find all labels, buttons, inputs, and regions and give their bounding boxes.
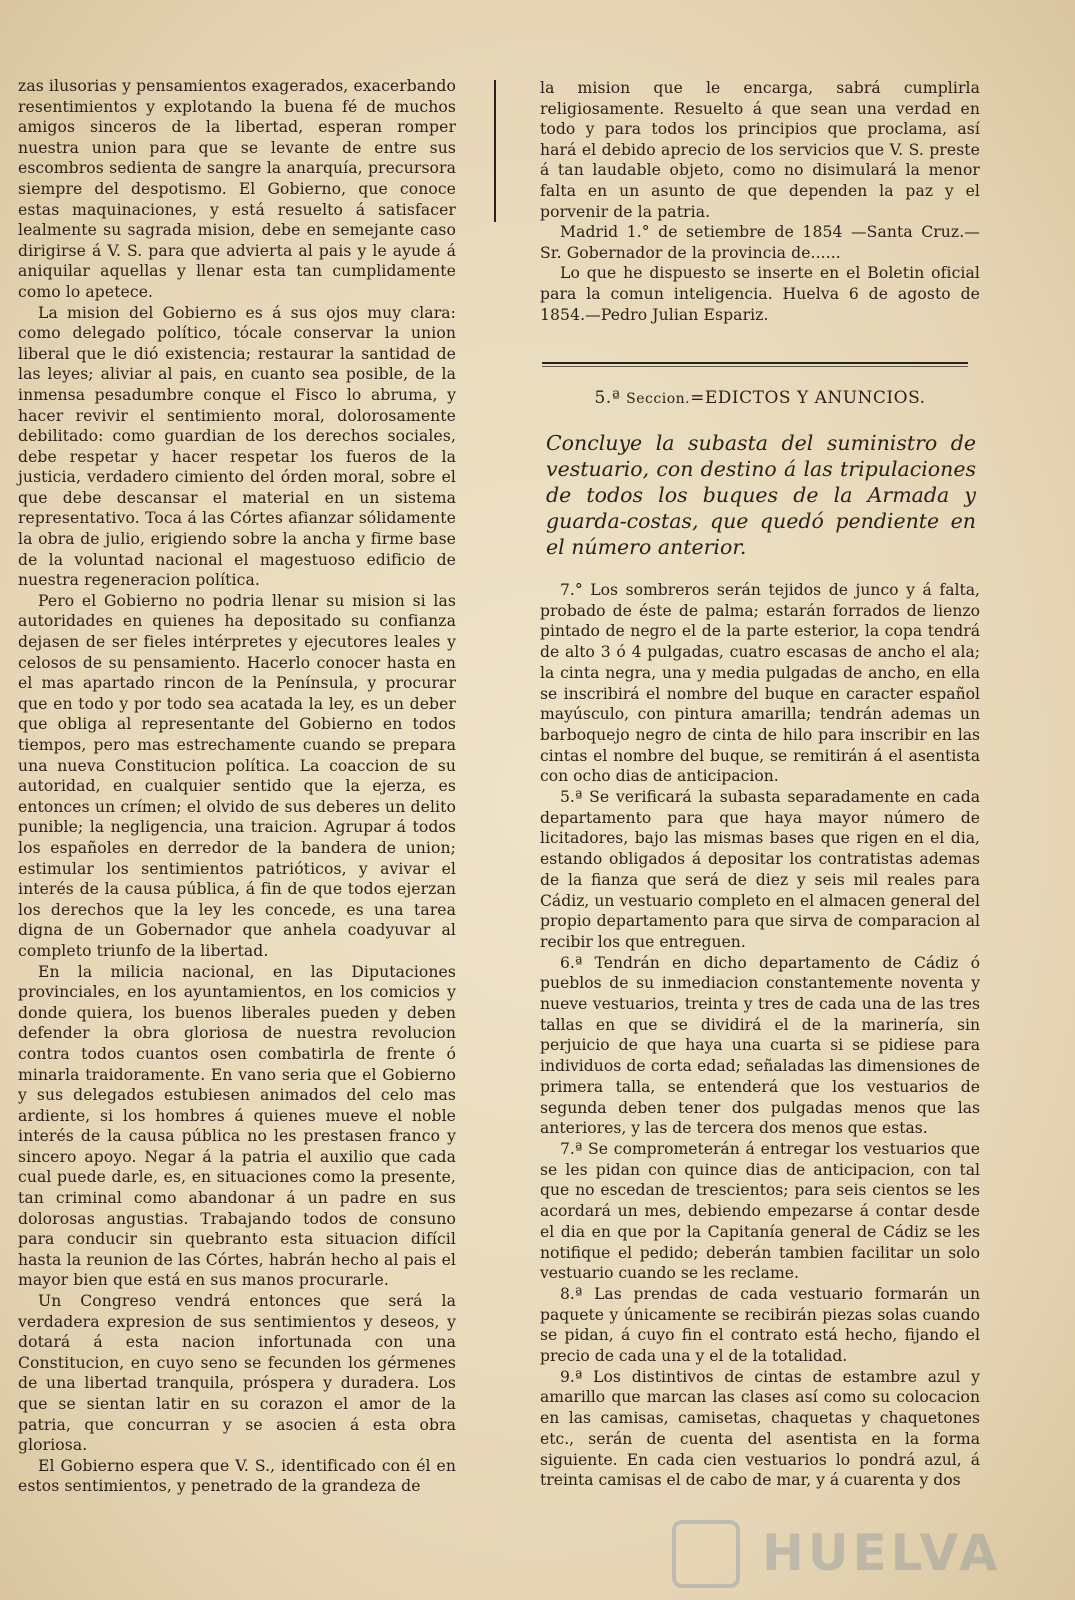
right-paragraph-1: la mision que le encarga, sabrá cumplirla religiosamente. Resuelto á que sean una verdad en todo y para todos los principios que proclama, así hará el debido aprecio de los servicios que V. S. preste á tan laudable objeto, como no disimulará la menor falta en un asunto de que dependen la paz y el porvenir de la patria.	[540, 79, 980, 221]
article-item: 7.° Los sombreros serán tejidos de junco y á falta, probado de éste de palma; estarán forrados de lienzo pintado de negro el de la parte esterior, la copa tendrá de alto 3 ó 4 pulgadas, cuatro escasas de ancho el ala; la cinta negra, una y media pulgadas de ancho, en ella se inscribirá el nombre del buque en caracter español mayúsculo, con pintura amarilla; tendrán ademas un barboquejo negro de cinta de hilo para inscribir en las cintas el nombre del buque, se remitirán á el asentista con ocho dias de anticipacion.	[540, 581, 980, 786]
left-paragraph-2: La mision del Gobierno es á sus ojos muy clara: como delegado político, tócale conservar la union liberal que le dió existencia; restaurar la santidad de las leyes; aliviar al pais, en cuanto sea posible, de la inmensa pesadumbre conque el Fisco lo abruma, y hacer revivir el sentimiento moral, dolorosamente debilitado: como guardian de los derechos sociales, debe respetar y hacer respetar los fueros de la justicia, verdadero cimiento del órden moral, sobre el que debe descansar el material en un sistema representativo. Toca á las Córtes afianzar sólidamente la obra de julio, erigiendo sobre la ancha y firme base de la voluntad nacional el magestuoso edificio de nuestra regeneracion política.	[18, 303, 456, 590]
notice-subtitle: Concluye la subasta del suministro de vestuario, con destino á las tripulaciones de todos los buques de la Armada y guarda-costas, que quedó pendiente en el número anterior.	[546, 431, 976, 559]
article-item: 9.ª Los distintivos de cintas de estambre azul y amarillo que marcan las clases así como su colocacion en las camisas, camisetas, chaquetas y chaquetones etc., serán de cuenta del asentista en la forma siguiente. En cada cien vestuarios lo pondrá azul, á treinta camisas el de cabo de mar, y á cuarenta y dos	[540, 1367, 980, 1490]
article-item: 6.ª Tendrán en dicho departamento de Cádiz ó pueblos de su inmediacion constantemente noventa y nueve vestuarios, treinta y tres de cada una de las tres tallas en que se dividirá el de la marinería, sin perjuicio de que haya una cuarta si se pidiese para individuos de corta edad; señaladas las dimensiones de primera talla, se entenderá que los vestuarios de segunda deben tener dos pulgadas menos que las anteriores, y las de tercera dos menos que estas.	[540, 953, 980, 1138]
section-rule-thin	[542, 366, 968, 367]
watermark-text: HUELVA	[762, 1524, 1002, 1582]
right-column-top	[540, 78, 980, 325]
section-number: 5.ª	[594, 388, 621, 408]
column-divider	[494, 80, 496, 222]
left-paragraph-4: En la milicia nacional, en las Diputaciones provinciales, en los ayuntamientos, en los comicios y donde quiera, los buenos liberales pueden y deben defender la obra gloriosa de nuestra revolucion contra todos cuantos osen combatirla de frente ó minarla traidoramente. En vano seria que el Gobierno y sus delegados estubiesen animados del celo mas ardiente, si los hombres á quienes mueve el noble interés de la causa pública no les prestasen franco y sincero apoyo. Negar á la patria el auxilio que cada cual puede darle, es, en situaciones como la presente, tan criminal como abandonar á un padre en sus dolorosas angustias. Trabajando todos de consuno para conducir sin quebranto esta situacion difícil hasta la reunion de las Córtes, habrán hecho al pais el mayor bien que está en sus manos procurarle.	[18, 962, 456, 1290]
right-paragraph-2: Madrid 1.° de setiembre de 1854 —Santa Cruz.— Sr. Gobernador de la provincia de......	[540, 223, 980, 262]
left-paragraph-6: El Gobierno espera que V. S., identificado con él en estos sentimientos, y penetrado de la grandeza de	[18, 1456, 456, 1496]
section-heading	[540, 388, 980, 408]
article-item: 8.ª Las prendas de cada vestuario formarán un paquete y únicamente se recibirán piezas solas cuando se pidan, á cuyo fin el contrato está hecho, fijando el precio de cada una y el de la totalidad.	[540, 1284, 980, 1366]
left-paragraph-3: Pero el Gobierno no podria llenar su mision si las autoridades en quienes ha depositado su confianza dejasen de ser fieles intérpretes y ejecutores leales y celosos de su pensamiento. Hacerlo conocer hasta en el mas apartado rincon de la Península, y procurar que en todo y por todo sea acatada la ley, es un deber que obliga al representante del Gobierno en todos tiempos, pero mas estrechamente cuando se prepara una nueva Constitucion política. La coaccion de su autoridad, en cualquier sentido que la ejerza, es entonces un crímen; el olvido de sus deberes un delito punible; la negligencia, una traicion. Agrupar á todos los españoles en derredor de la bandera de union; estimular los sentimientos patrióticos, y avivar el interés de la causa pública, á fin de que todos ejerzan los derechos que la ley les concede, es una tarea digna de un Gobernador que anhela coadyuvar al completo triunfo de la libertad.	[18, 591, 456, 960]
left-paragraph-1: zas ilusorias y pensamientos exagerados, exacerbando resentimientos y explotando la buena fé de muchos amigos sinceros de la libertad, esperan romper nuestra union para que se levante de entre sus escombros sedienta de sangre la anarquía, precursora siempre del despotismo. El Gobierno, que conoce estas maquinaciones, y está resuelto á satisfacer lealmente su sagrada mision, debe en semejante caso dirigirse á V. S. para que advierta al pais y le ayude á aniquilar aquellas y llenar esta tan cumplidamente como lo apetece.	[18, 77, 456, 301]
archive-watermark	[672, 1512, 1002, 1592]
watermark-logo-icon	[672, 1520, 740, 1588]
articles	[540, 580, 980, 1491]
article-item: 5.ª Se verificará la subasta separadamente en cada departamento para que haya mayor número de licitadores, bajo las mismas bases que rigen en el dia, estando obligados á depositar los contratistas ademas de la fianza que será de diez y seis mil reales para Cádiz, un vestuario completo en el almacen general del propio departamento para que sirva de comparacion al recibir los que entreguen.	[540, 788, 980, 951]
left-column	[18, 76, 456, 1497]
section-title: =EDICTOS Y ANUNCIOS.	[690, 388, 926, 408]
article-item: 7.ª Se comprometerán á entregar los vestuarios que se les pidan con quince dias de anticipacion, con tal que no escedan de trescientos; para seis cientos se les acordará un mes, debiendo empezarse á contar desde el dia en que por la Capitanía general de Cádiz se les notifique el pedido; deberán tambien facilitar un solo vestuario cuando se les reclame.	[540, 1139, 980, 1283]
section-rule	[542, 362, 968, 364]
left-paragraph-5: Un Congreso vendrá entonces que será la verdadera expresion de sus sentimientos y deseos, y dotará á esta nacion infortunada con una Constitucion, en cuyo seno se fecunden los gérmenes de una libertad tranquila, próspera y duradera. Los que se sientan latir en su corazon el amor de la patria, que concurran y se asocien á esta obra gloriosa.	[18, 1292, 456, 1455]
right-paragraph-3: Lo que he dispuesto se inserte en el Boletin oficial para la comun inteligencia. Huelva 6 de agosto de 1854.—Pedro Julian Espariz.	[540, 264, 980, 324]
section-label: Seccion.	[626, 391, 691, 407]
